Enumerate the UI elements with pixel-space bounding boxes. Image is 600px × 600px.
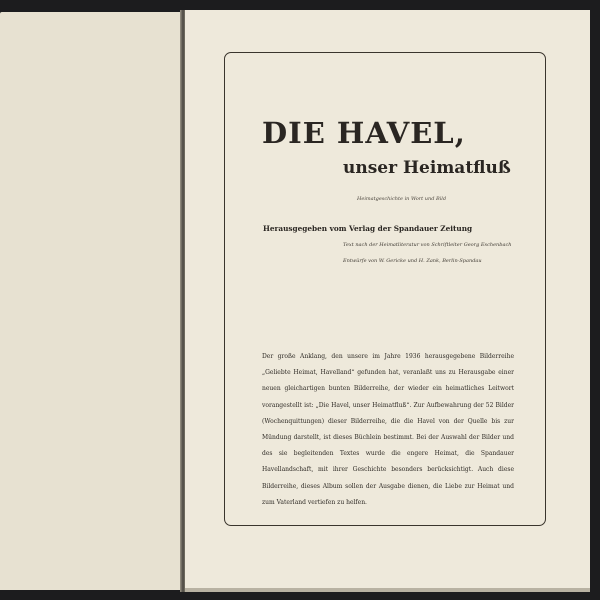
document-tagline: Heimatgeschichte in Wort und Bild xyxy=(357,196,447,202)
publisher-line: Herausgegeben vom Verlag der Spandauer Zeitung xyxy=(263,224,473,233)
document-subtitle: unser Heimatfluß xyxy=(343,158,511,178)
page-edge-shadow xyxy=(185,588,590,592)
left-page xyxy=(0,12,182,590)
credit-text-author: Text nach der Heimatliteratur von Schriftleiter Georg Eschenbach xyxy=(343,242,512,248)
body-paragraph: Der große Anklang, den unsere im Jahre 1936 herausgegebene Bilderreihe „Geliebte Heimat, Havelland“ gefunden hat, veranlaßt uns zu Herausgabe einer neuen gleichartigen bunten Bilderreihe, der wieder ein heimatliches Leitwort vorangestellt ist: „Die Havel, unser Heimatfluß“. Zur Aufbewahrung der 52 Bilder (Wochenquittungen) dieser Bilderreihe, die die Havel von der Quelle bis zur Mündung darstellt, ist dieses Büchlein bestimmt. Bei der Auswahl der Bilder und des sie begleitenden Textes wurde die engere Heimat, die Spandauer Havellandschaft, mit ihrer Geschichte besonders berücksichtigt. Auch diese Bilderreihe, dieses Album sollen der Ausgabe dienen, die Liebe zur Heimat und zum Vaterland vertiefen zu helfen. xyxy=(262,353,514,506)
credit-designers: Entwürfe von W. Gericke und H. Zank, Berlin-Spandau xyxy=(343,258,482,264)
document-title: DIE HAVEL, xyxy=(262,116,466,150)
